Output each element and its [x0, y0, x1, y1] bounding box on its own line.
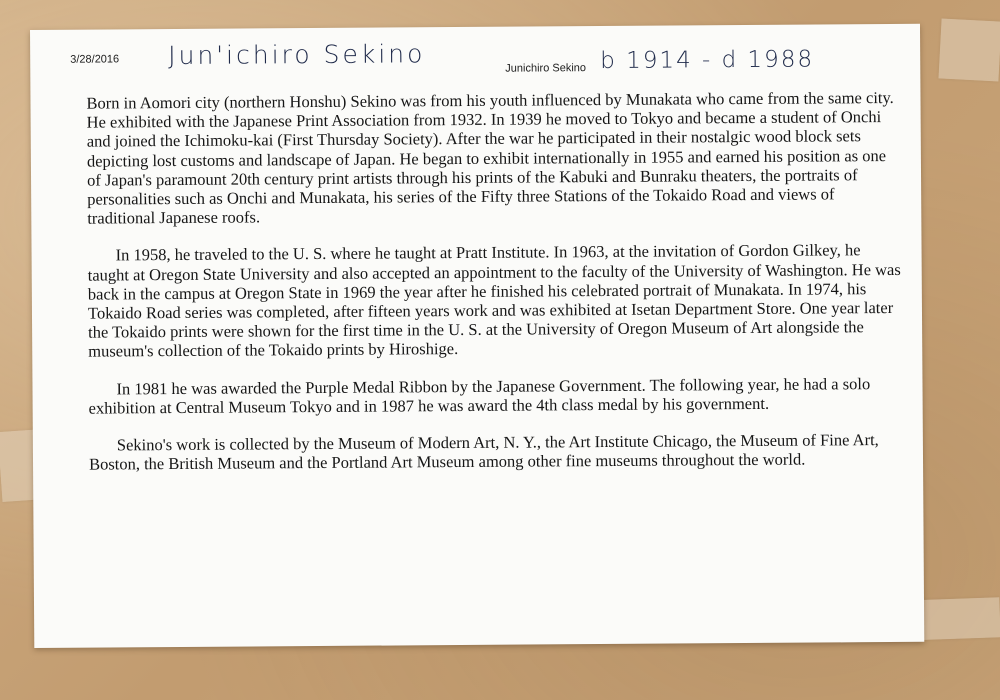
note-date: 3/28/2016: [70, 53, 120, 66]
typed-artist-name: Junichiro Sekino: [505, 62, 587, 75]
handwritten-artist-name: Jun'ichiro Sekino: [168, 39, 426, 71]
paragraph-awards: In 1981 he was awarded the Purple Medal Ribbon by the Japanese Government. The following year, he had a solo exhibition at Central Museum Tokyo and in 1987 he was award the 4th class medal by his government.: [88, 373, 871, 418]
biography-note-sheet: [30, 24, 924, 648]
note-header: [30, 24, 920, 90]
paragraph-collections: Sekino's work is collected by the Museum of Modern Art, N. Y., the Art Institute Chicago, the Museum of Fine Art, Boston, the British Museum and the Portland Art Museum among other fine museums throughout the world.: [88, 430, 879, 474]
paragraph-early-life: Born in Aomori city (northern Honshu) Sekino was from his youth influenced by Munakata who came from the same city. He exhibited with the Japanese Print Association from 1932. In 1939 he moved to Tokyo and became a student of Onchi and joined the Ichimoku-kai (First Thursday Society). After the war he participated in their nostalgic wood block sets depicting lost customs and landscape of Japan. He began to exhibit internationally in 1955 and earned his position as one of Japan's paramount 20th century print artists through his prints of the Kabuki and Bunraku theaters, the portraits of personalities such as Onchi and Munakata, his series of the Fifty three Stations of the Tokaido Road and views of traditional Japanese roofs.: [86, 87, 894, 228]
paragraph-us-career: In 1958, he traveled to the U. S. where he taught at Pratt Institute. In 1963, at the invitation of Gordon Gilkey, he taught at Oregon State University and also accepted an appointment to the faculty of the University of Washington. He was back in the campus at Oregon State in 1969 the year after he finished his celebrated portrait of Munakata. In 1974, his Tokaido Road series was completed, after fifteen years work and was exhibited at Isetan Department Store. One year later the Tokaido prints were shown for the first time in the U. S. at the University of Oregon Museum of Art alongside the museum's collection of the Tokaido prints by Hiroshige.: [87, 240, 901, 362]
masking-tape: [938, 18, 1000, 81]
biography-text: [86, 88, 905, 492]
handwritten-life-dates: b 1914 - d 1988: [600, 46, 815, 75]
